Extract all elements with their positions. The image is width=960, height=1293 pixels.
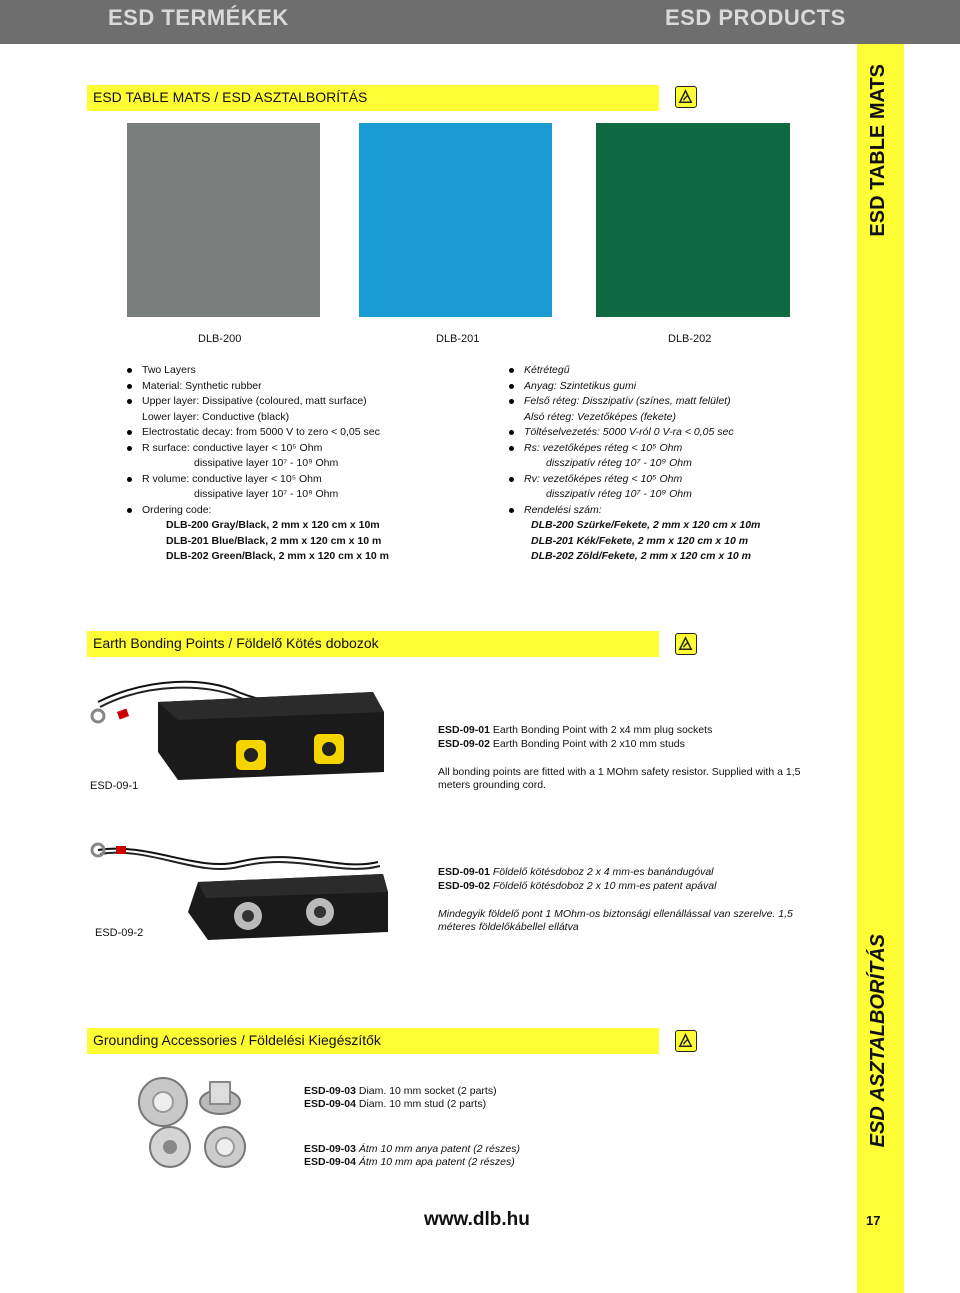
header-bar [0, 0, 960, 44]
list-item: dissipative layer 10⁷ - 10⁹ Ohm [194, 488, 339, 500]
bonding-box-image-1 [88, 672, 388, 782]
list-item: Felső réteg: Disszipatív (színes, matt felület) [506, 394, 846, 410]
accessory-en-1: ESD-09-03 Diam. 10 mm socket (2 parts) [304, 1085, 497, 1097]
bonding-note-hu-1: Mindegyik földelő pont 1 MOhm-os biztonsági ellenállással van szerelve. 1,5 [438, 908, 793, 920]
list-item: Rs: vezetőképes réteg < 10⁵ Ohm [506, 441, 846, 457]
list-item: Material: Synthetic rubber [124, 379, 464, 395]
list-item: Ordering code: [124, 503, 464, 519]
accessory-en-2: ESD-09-04 Diam. 10 mm stud (2 parts) [304, 1098, 487, 1110]
list-item: Two Layers [124, 363, 464, 379]
list-item: Lower layer: Conductive (black) [142, 410, 290, 423]
section-title-mats: ESD TABLE MATS / ESD ASZTALBORÍTÁS [87, 85, 659, 111]
bonding-note-2: meters grounding cord. [438, 779, 546, 791]
mat-swatch-green [596, 123, 790, 317]
accessory-hu-1: ESD-09-03 Átm 10 mm anya patent (2 részes) [304, 1143, 520, 1155]
mat-code-green: DLB-202 [668, 333, 712, 345]
spec-list-en [124, 363, 464, 565]
accessory-hu-2: ESD-09-04 Átm 10 mm apa patent (2 részes) [304, 1156, 515, 1168]
bonding-line-2: ESD-09-02 Earth Bonding Point with 2 x10 mm studs [438, 738, 685, 750]
list-item: R volume: conductive layer < 10⁵ Ohm [124, 472, 464, 488]
bonding-line-hu-1: ESD-09-01 Földelő kötésdoboz 2 x 4 mm-es banándugóval [438, 866, 714, 878]
esd-warning-icon [675, 1030, 697, 1052]
esd-warning-icon [675, 86, 697, 108]
mat-swatch-gray [127, 123, 320, 317]
side-title-hu: ESD ASZTALBORÍTÁS [867, 934, 889, 1148]
side-bar [857, 44, 904, 1293]
list-item: dissipative layer 10⁷ - 10⁹ Ohm [194, 457, 339, 469]
list-item: disszipatív réteg 10⁷ - 10⁹ Ohm [546, 488, 692, 500]
bonding-note-1: All bonding points are fitted with a 1 MOhm safety resistor. Supplied with a 1,5 [438, 766, 801, 778]
mat-swatch-blue [359, 123, 552, 317]
list-item: DLB-201 Kék/Fekete, 2 mm x 120 cm x 10 m [531, 534, 749, 547]
list-item: Rv: vezetőképes réteg < 10⁵ Ohm [506, 472, 846, 488]
mat-code-gray: DLB-200 [198, 333, 242, 345]
header-title-hu: ESD TERMÉKEK [108, 5, 289, 30]
page-number: 17 [866, 1213, 881, 1228]
spec-list-hu [506, 363, 846, 565]
list-item: Electrostatic decay: from 5000 V to zero < 0,05 sec [124, 425, 464, 441]
header-title-en: ESD PRODUCTS [665, 5, 846, 30]
bonding-line-hu-2: ESD-09-02 Földelő kötésdoboz 2 x 10 mm-es patent apával [438, 880, 717, 892]
list-item: Kétrétegű [506, 363, 846, 379]
product-label-2: ESD-09-2 [95, 927, 144, 939]
bonding-line-1: ESD-09-01 Earth Bonding Point with 2 x4 mm plug sockets [438, 724, 713, 736]
product-label-1: ESD-09-1 [90, 780, 139, 792]
bonding-box-image-2 [88, 832, 393, 942]
list-item: Töltéselvezetés: 5000 V-ról 0 V-ra < 0,05 sec [506, 425, 846, 441]
section-title-bonding: Earth Bonding Points / Földelő Kötés dobozok [87, 631, 659, 657]
list-item: Rendelési szám: [506, 503, 846, 519]
list-item: R surface: conductive layer < 10⁵ Ohm [124, 441, 464, 457]
list-item: DLB-202 Green/Black, 2 mm x 120 cm x 10 m [166, 550, 389, 562]
list-item: DLB-200 Szürke/Fekete, 2 mm x 120 cm x 10m [531, 519, 761, 531]
list-item: disszipatív réteg 10⁷ - 10⁹ Ohm [546, 457, 692, 469]
footer-url[interactable]: www.dlb.hu [424, 1209, 530, 1230]
side-title-en: ESD TABLE MATS [867, 64, 889, 237]
esd-warning-icon [675, 633, 697, 655]
snap-fastener-image [125, 1072, 265, 1172]
list-item: DLB-202 Zöld/Fekete, 2 mm x 120 cm x 10 m [531, 550, 752, 562]
list-item: DLB-201 Blue/Black, 2 mm x 120 cm x 10 m [166, 534, 382, 547]
list-item: DLB-200 Gray/Black, 2 mm x 120 cm x 10m [166, 519, 380, 531]
list-item: Alsó réteg: Vezetőképes (fekete) [524, 410, 676, 423]
list-item: Anyag: Szintetikus gumi [506, 379, 846, 395]
mat-code-blue: DLB-201 [436, 333, 480, 345]
section-title-grounding: Grounding Accessories / Földelési Kiegészítők [87, 1028, 659, 1054]
list-item: Upper layer: Dissipative (coloured, matt surface) [124, 394, 464, 410]
bonding-note-hu-2: méteres földelőkábellel ellátva [438, 921, 579, 933]
